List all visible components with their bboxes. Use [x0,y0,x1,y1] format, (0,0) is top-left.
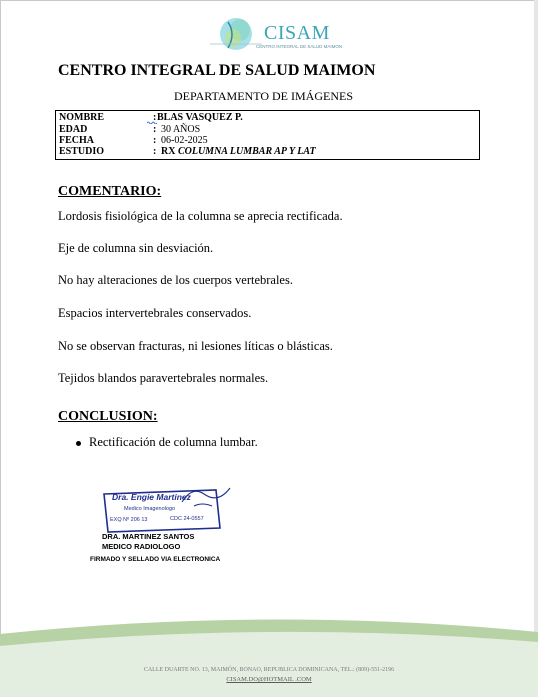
study-prefix: RX [161,146,176,157]
patient-info-box [55,110,480,160]
comment-line: Espacios intervertebrales conservados. [58,306,252,320]
signatory-name: DRA. MARTINEZ SANTOS [102,532,195,541]
footer-wave-decoration [0,612,538,697]
date-label: FECHA [59,135,94,146]
study-separator: : [153,146,157,157]
signed-note: FIRMADO Y SELLADO VIA ELECTRONICA [90,556,221,563]
page-title: CENTRO INTEGRAL DE SALUD MAIMON [58,62,376,79]
page-edge-shadow [534,0,538,697]
logo-text: CISAM [264,22,330,44]
comment-heading: COMENTARIO: [58,184,162,199]
cisam-logo [206,12,343,56]
footer-address: CALLE DUARTE NO. 13, MAIMÓN, BONAO, REPUBLICA DOMINICANA, TEL.: (809)-551-2196 [143,667,395,673]
comment-line: Eje de columna sin desviación. [58,241,214,255]
name-label: NOMBRE [59,112,104,123]
age-label: EDAD [59,124,88,135]
signatory-block [102,532,194,552]
stamp-exequatur: EXQ Nº 206 13 [110,517,148,523]
comment-line: Lordosis fisiológica de la columna se aprecia rectificada. [58,209,343,223]
footer-email[interactable]: CISAM.DO@HOTMAIL .COM [226,676,312,683]
logo-emblem-icon [206,12,266,56]
stamp-cdc: CDC 24-0557 [170,516,204,522]
comment-line: No hay alteraciones de los cuerpos vertebrales. [58,273,293,287]
study-name: COLUMNA LUMBAR AP Y LAT [177,146,316,157]
signatory-title: MEDICO RADIOLOGO [102,542,181,551]
study-label: ESTUDIO [59,146,105,157]
stamp-doctor-name: Dra. Engie Martinez [112,492,191,502]
age-value: 30 AÑOS [161,124,201,135]
name-value: BLAS VASQUEZ P. [157,112,243,123]
date-value: 06-02-2025 [161,135,208,146]
doctor-stamp [98,482,238,534]
department-label: DEPARTAMENTO DE IMÁGENES [174,89,353,103]
conclusion-heading: CONCLUSION: [58,409,158,424]
study-value [161,146,316,158]
comment-line: No se observan fracturas, ni lesiones líticas o blásticas. [58,339,333,353]
bullet-icon [76,441,81,446]
name-separator: : [153,112,157,123]
date-separator: : [153,135,157,146]
age-separator: : [153,124,157,135]
comment-line: Tejidos blandos paravertebrales normales. [58,371,269,385]
conclusion-item: Rectificación de columna lumbar. [89,435,258,449]
stamp-doctor-title: Medico Imagenologo [124,506,176,512]
logo-subtitle: CENTRO INTEGRAL DE SALUD MAIMON [256,44,343,49]
